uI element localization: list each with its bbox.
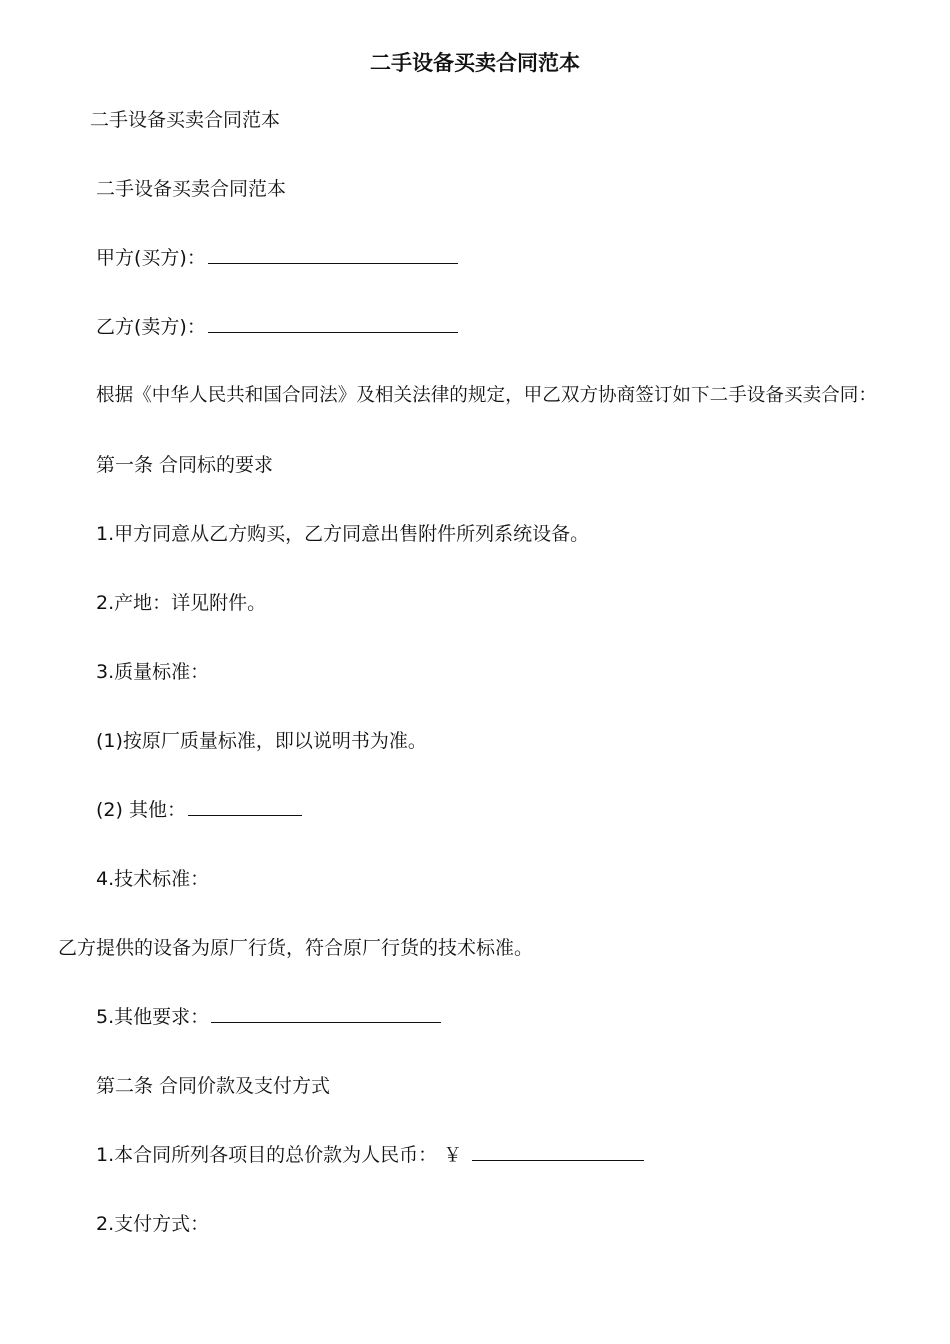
paragraph-text: 1.甲方同意从乙方购买，乙方同意出售附件所列系统设备。	[96, 523, 590, 545]
paragraph-text: (1)按原厂质量标准，即以说明书为准。	[96, 730, 427, 752]
paragraph-heading-repeat-2	[96, 177, 286, 201]
paragraph-text: 2.支付方式：	[96, 1213, 210, 1235]
other-blank	[188, 799, 302, 816]
party-b-blank	[208, 316, 458, 333]
party-a-label: 甲方(买方)：	[96, 247, 206, 269]
clause-1-1	[96, 522, 589, 546]
clause-1-3-1	[96, 729, 427, 753]
party-b-line	[96, 315, 458, 339]
article-one-heading	[96, 453, 273, 477]
paragraph-text: 二手设备买卖合同范本	[90, 109, 281, 131]
paragraph-text: 根据《中华人民共和国合同法》及相关法律的规定，甲乙双方协商签订如下二手设备买卖合同：	[96, 385, 877, 406]
paragraph-text: 第二条 合同价款及支付方式	[96, 1075, 331, 1097]
other-label: (2) 其他：	[96, 799, 186, 821]
party-b-label: 乙方(卖方)：	[96, 316, 206, 338]
clause-1-3-2	[96, 798, 302, 822]
total-price-label: 1.本合同所列各项目的总价款为人民币： ￥	[96, 1144, 463, 1166]
article-two-heading	[96, 1074, 330, 1098]
clause-2-2	[96, 1212, 209, 1236]
total-price-blank	[472, 1144, 644, 1161]
paragraph-text: 4.技术标准：	[96, 868, 210, 890]
party-a-line	[96, 246, 458, 270]
paragraph-text: 二手设备买卖合同范本	[96, 178, 287, 200]
paragraph-heading-repeat	[90, 108, 280, 132]
clause-2-1	[96, 1143, 644, 1167]
preamble-paragraph	[96, 384, 877, 408]
clause-1-5	[96, 1005, 441, 1029]
document-title: 二手设备买卖合同范本	[370, 51, 580, 75]
clause-1-3	[96, 660, 209, 684]
clause-1-4-body	[58, 936, 533, 960]
paragraph-text: 3.质量标准：	[96, 661, 210, 683]
paragraph-text: 第一条 合同标的要求	[96, 454, 274, 476]
other-requirements-blank	[211, 1006, 441, 1023]
clause-1-2	[96, 591, 266, 615]
other-requirements-label: 5.其他要求：	[96, 1006, 210, 1028]
paragraph-text: 2.产地：详见附件。	[96, 592, 267, 614]
paragraph-text: 乙方提供的设备为原厂行货，符合原厂行货的技术标准。	[58, 937, 534, 959]
clause-1-4	[96, 867, 209, 891]
party-a-blank	[208, 247, 458, 264]
